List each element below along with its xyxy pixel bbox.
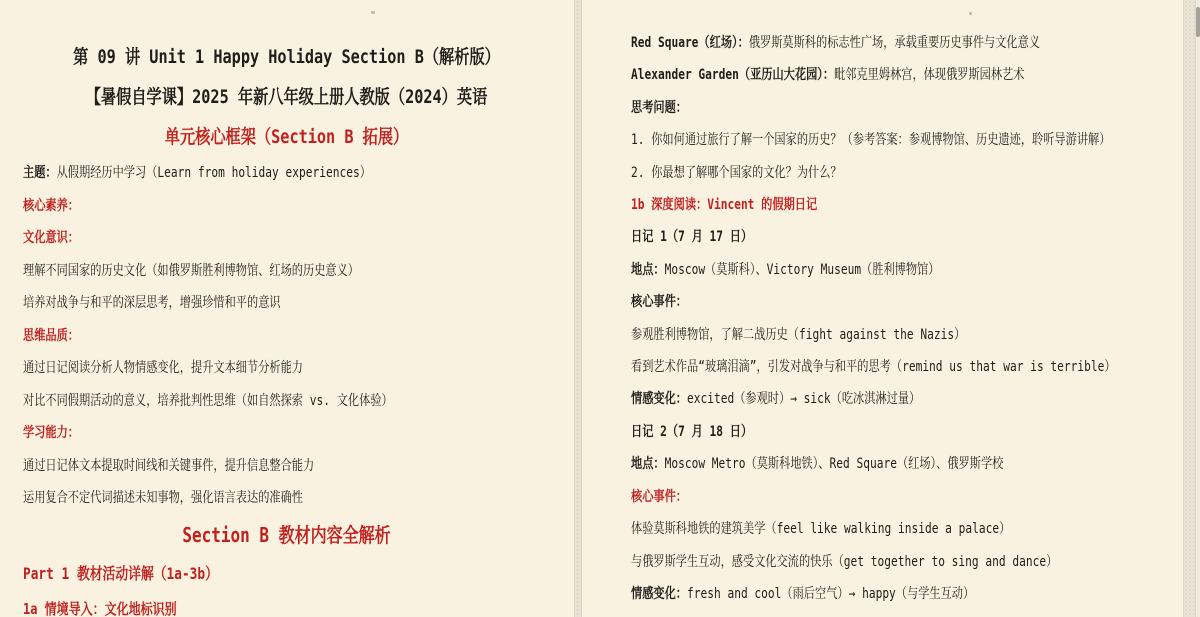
- text-line: [23, 555, 550, 593]
- text-segment: 日记 1（7 月 17 日）: [631, 229, 753, 246]
- text-line: [23, 287, 550, 320]
- text-segment: 学习能力：: [23, 425, 79, 441]
- text-segment: 运用复合不定代词描述未知事物，强化语言表达的准确性: [23, 490, 303, 506]
- text-segment: 1. 你如何通过旅行了解一个国家的历史？（参考答案：参观博物馆、历史遗迹，聆听导游讲解）: [631, 132, 1111, 149]
- text-line: [23, 37, 550, 77]
- text-line: [631, 124, 1159, 156]
- text-line: [631, 189, 1159, 221]
- text-segment: 对比不同假期活动的意义，培养批判性思维（如自然探索 vs. 文化体验）: [23, 392, 393, 409]
- text-line: [631, 546, 1159, 578]
- text-segment: 第 09 讲 Unit 1 Happy Holiday Section B（解析版）: [73, 46, 500, 68]
- text-segment: 看到艺术作品“玻璃泪滴”，引发对战争与和平的思考（remind us that war is terrible）: [631, 359, 1116, 376]
- page-left-content: [23, 0, 550, 617]
- text-segment: 核心事件：: [631, 488, 687, 505]
- text-segment: 主题：: [23, 165, 57, 181]
- text-segment: 情感变化：: [631, 585, 687, 602]
- text-segment: 2. 你最想了解哪个国家的文化？为什么？: [631, 164, 842, 181]
- text-segment: 核心素养：: [23, 197, 79, 214]
- text-segment: 与俄罗斯学生互动，感受文化交流的快乐（get together to sing and dance）: [631, 553, 1058, 570]
- page-right-content: [631, 0, 1159, 610]
- scrollbar-thumb[interactable]: [1196, 7, 1200, 37]
- text-segment: Section B 教材内容全解析: [182, 522, 391, 547]
- text-segment: 单元核心框架（Section B 拓展）: [164, 126, 409, 148]
- text-segment: Alexander Garden（亚历山大花园）：: [631, 67, 835, 84]
- text-segment: Red Square（红场）：: [631, 35, 749, 51]
- text-segment: 培养对战争与和平的深层思考，增强珍惜和平的意识: [23, 295, 281, 311]
- text-line: [631, 221, 1159, 253]
- text-segment: 理解不同国家的历史文化（如俄罗斯胜利博物馆、红场的历史意义）: [23, 262, 359, 279]
- text-line: [631, 92, 1159, 124]
- text-segment: 地点：: [631, 261, 665, 278]
- page-artifact-dot: [969, 12, 972, 15]
- text-segment: Part 1 教材活动详解（1a-3b）: [23, 563, 218, 583]
- text-segment: 1b 深度阅读：Vincent 的假期日记: [631, 197, 818, 214]
- page-artifact-dot: [371, 11, 375, 14]
- text-line: [631, 578, 1159, 610]
- text-segment: 【暑假自学课】2025 年新八年级上册人教版（2024）英语: [85, 86, 488, 108]
- text-line: [631, 157, 1159, 189]
- text-segment: 日记 2（7 月 18 日）: [631, 423, 753, 440]
- text-segment: 俄罗斯莫斯科的标志性广场，承载重要历史事件与文化意义: [748, 35, 1041, 51]
- text-line: [631, 254, 1159, 286]
- text-segment: 毗邻克里姆林宫，体现俄罗斯园林艺术: [834, 67, 1025, 84]
- text-line: [23, 320, 550, 353]
- right-edge-band: [1183, 0, 1196, 617]
- page-left: [0, 0, 574, 617]
- text-line: [631, 416, 1159, 448]
- text-segment: 1a 情境导入：文化地标识别: [23, 599, 177, 617]
- text-line: [23, 157, 550, 190]
- text-segment: 思考问题：: [631, 99, 687, 116]
- text-line: [23, 450, 550, 483]
- text-line: [631, 286, 1159, 318]
- text-line: [23, 515, 550, 555]
- text-segment: 文化意识：: [23, 230, 79, 246]
- text-line: [23, 385, 550, 418]
- text-line: [23, 117, 550, 157]
- text-line: [631, 448, 1159, 480]
- text-line: [23, 352, 550, 385]
- text-segment: excited（参观时）→ sick（吃冰淇淋过量）: [687, 391, 921, 408]
- text-line: [23, 593, 550, 617]
- page-right: [582, 0, 1183, 617]
- text-line: [23, 190, 550, 223]
- text-segment: 从假期经历中学习（Learn from holiday experiences）: [56, 165, 371, 181]
- text-line: [631, 383, 1159, 415]
- text-segment: 思维品质：: [23, 327, 79, 344]
- text-segment: 参观胜利博物馆，了解二战历史（fight against the Nazis）: [631, 326, 966, 343]
- page-gutter: [574, 0, 582, 617]
- text-segment: 地点：: [631, 456, 665, 473]
- text-line: [23, 417, 550, 450]
- text-line: [23, 482, 550, 515]
- text-segment: Moscow（莫斯科）、Victory Museum（胜利博物馆）: [664, 261, 940, 278]
- text-line: [23, 77, 550, 117]
- text-line: [631, 319, 1159, 351]
- text-segment: 情感变化：: [631, 391, 687, 408]
- text-line: [631, 59, 1159, 91]
- text-line: [23, 255, 550, 288]
- text-line: [23, 222, 550, 255]
- text-segment: fresh and cool（雨后空气）→ happy（与学生互动）: [687, 585, 975, 602]
- text-segment: 通过日记体文本提取时间线和关键事件，提升信息整合能力: [23, 457, 315, 474]
- text-segment: 体验莫斯科地铁的建筑美学（feel like walking inside a palace）: [631, 521, 1011, 538]
- text-line: [631, 513, 1159, 545]
- text-line: [631, 481, 1159, 513]
- text-segment: Moscow Metro（莫斯科地铁）、Red Square（红场）、俄罗斯学校: [664, 456, 1004, 473]
- text-line: [631, 27, 1159, 59]
- text-segment: 核心事件：: [631, 294, 687, 311]
- scrollbar-track[interactable]: [1196, 0, 1200, 617]
- text-segment: 通过日记阅读分析人物情感变化，提升文本细节分析能力: [23, 360, 303, 376]
- text-line: [631, 351, 1159, 383]
